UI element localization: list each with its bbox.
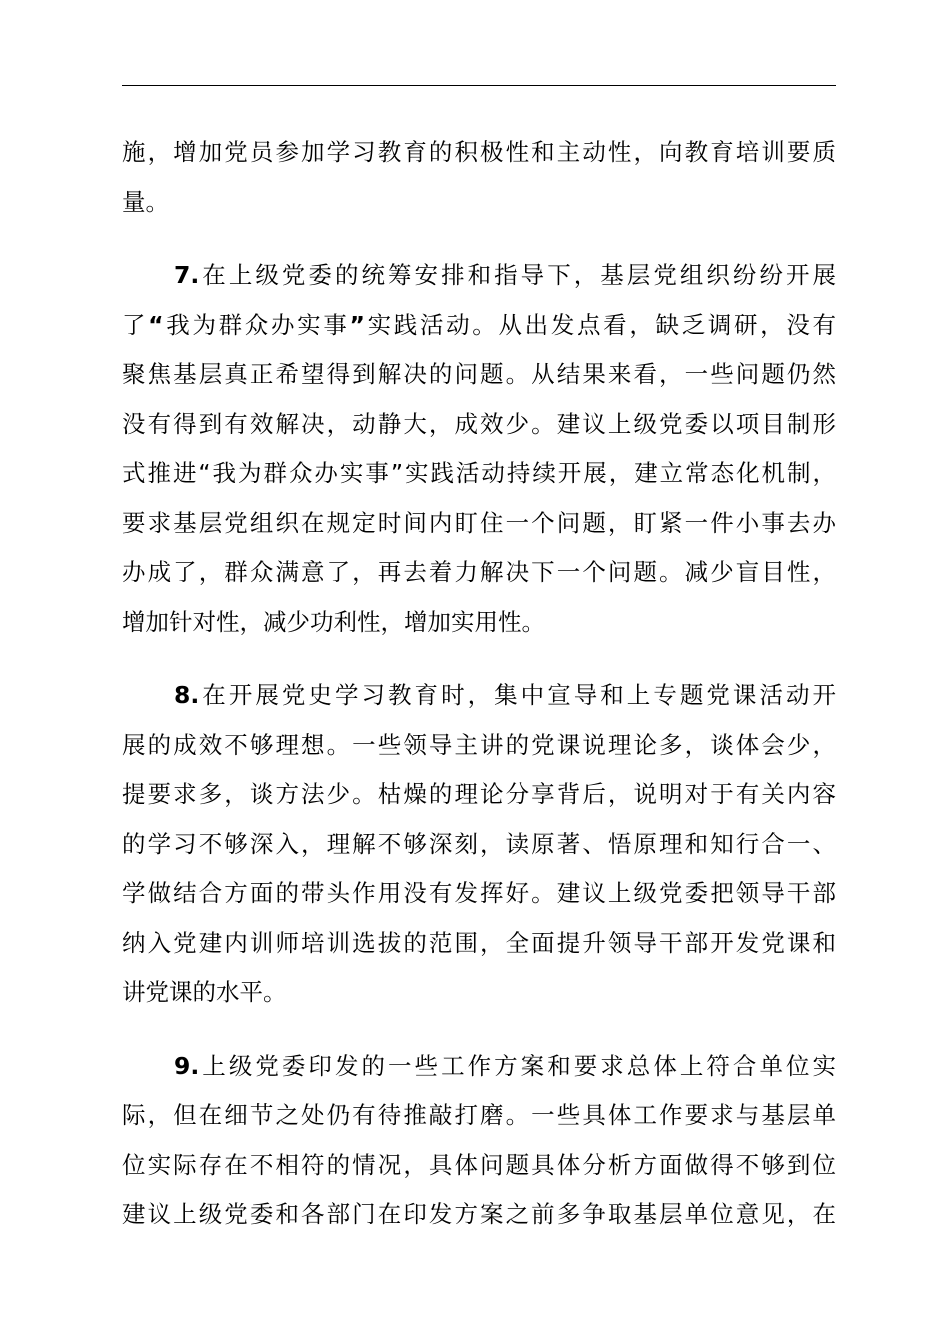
- item-number: 8.: [174, 681, 200, 709]
- document-body: [122, 128, 836, 1264]
- text-line: 没有得到有效解决，动静大，成效少。建议上级党委以项目制形: [122, 409, 836, 438]
- text-line: 办成了，群众满意了，再去着力解决下一个问题。减少盲目性，: [122, 558, 836, 586]
- text-line: 式推进“我为群众办实事”实践活动持续开展，建立常态化机制，: [122, 459, 836, 487]
- text-segment: 实践活动。从出发点看，缺乏调研，没有: [364, 310, 837, 339]
- item-number: 7.: [174, 261, 200, 289]
- header-rule: [122, 85, 836, 86]
- paragraph-9: [122, 1042, 836, 1240]
- text-line: 施，增加党员参加学习教育的积极性和主动性，向教育培训要质: [122, 138, 836, 166]
- text-line: 聚焦基层真正希望得到解决的问题。从结果来看，一些问题仍然: [122, 360, 836, 388]
- text-line: [122, 671, 836, 721]
- text-line: 提要求多，谈方法少。枯燥的理论分享背后，说明对于有关内容: [122, 780, 836, 808]
- quote-open: “: [148, 310, 164, 339]
- text-line: 展的成效不够理想。一些领导主讲的党课说理论多，谈体会少，: [122, 730, 836, 759]
- text-segment: 了: [122, 310, 149, 339]
- text-line: [122, 251, 836, 301]
- text-segment: 在开展党史学习教育时，集中宣导和上专题党课活动开: [199, 681, 836, 709]
- text-line: 量。: [122, 187, 169, 216]
- text-line: [122, 301, 836, 351]
- paragraph-7: [122, 251, 836, 647]
- paragraph-8: [122, 671, 836, 1018]
- text-line: 建议上级党委和各部门在印发方案之前多争取基层单位意见，在: [122, 1200, 836, 1228]
- paragraph-continued: [122, 128, 836, 227]
- text-line: 位实际存在不相符的情况，具体问题具体分析方面做得不够到位: [122, 1150, 836, 1179]
- text-line: 学做结合方面的带头作用没有发挥好。建议上级党委把领导干部: [122, 879, 836, 907]
- text-line: 讲党课的水平。: [122, 978, 287, 1006]
- text-line: 增加针对性，减少功利性，增加实用性。: [122, 607, 545, 636]
- quoted-phrase: 我为群众办实事: [163, 310, 350, 339]
- quote-close: ”: [349, 310, 365, 339]
- text-segment: 上级党委印发的一些工作方案和要求总体上符合单位实: [199, 1051, 836, 1080]
- text-line: 纳入党建内训师培训选拔的范围，全面提升领导干部开发党课和: [122, 928, 836, 957]
- text-line: 要求基层党组织在规定时间内盯住一个问题，盯紧一件小事去办: [122, 508, 836, 537]
- text-line: [122, 1042, 836, 1092]
- text-line: 的学习不够深入，理解不够深刻，读原著、悟原理和知行合一、: [122, 829, 836, 858]
- text-segment: 在上级党委的统筹安排和指导下，基层党组织纷纷开展: [199, 261, 836, 289]
- item-number: 9.: [174, 1051, 200, 1080]
- text-line: 际，但在细节之处仍有待推敲打磨。一些具体工作要求与基层单: [122, 1101, 836, 1129]
